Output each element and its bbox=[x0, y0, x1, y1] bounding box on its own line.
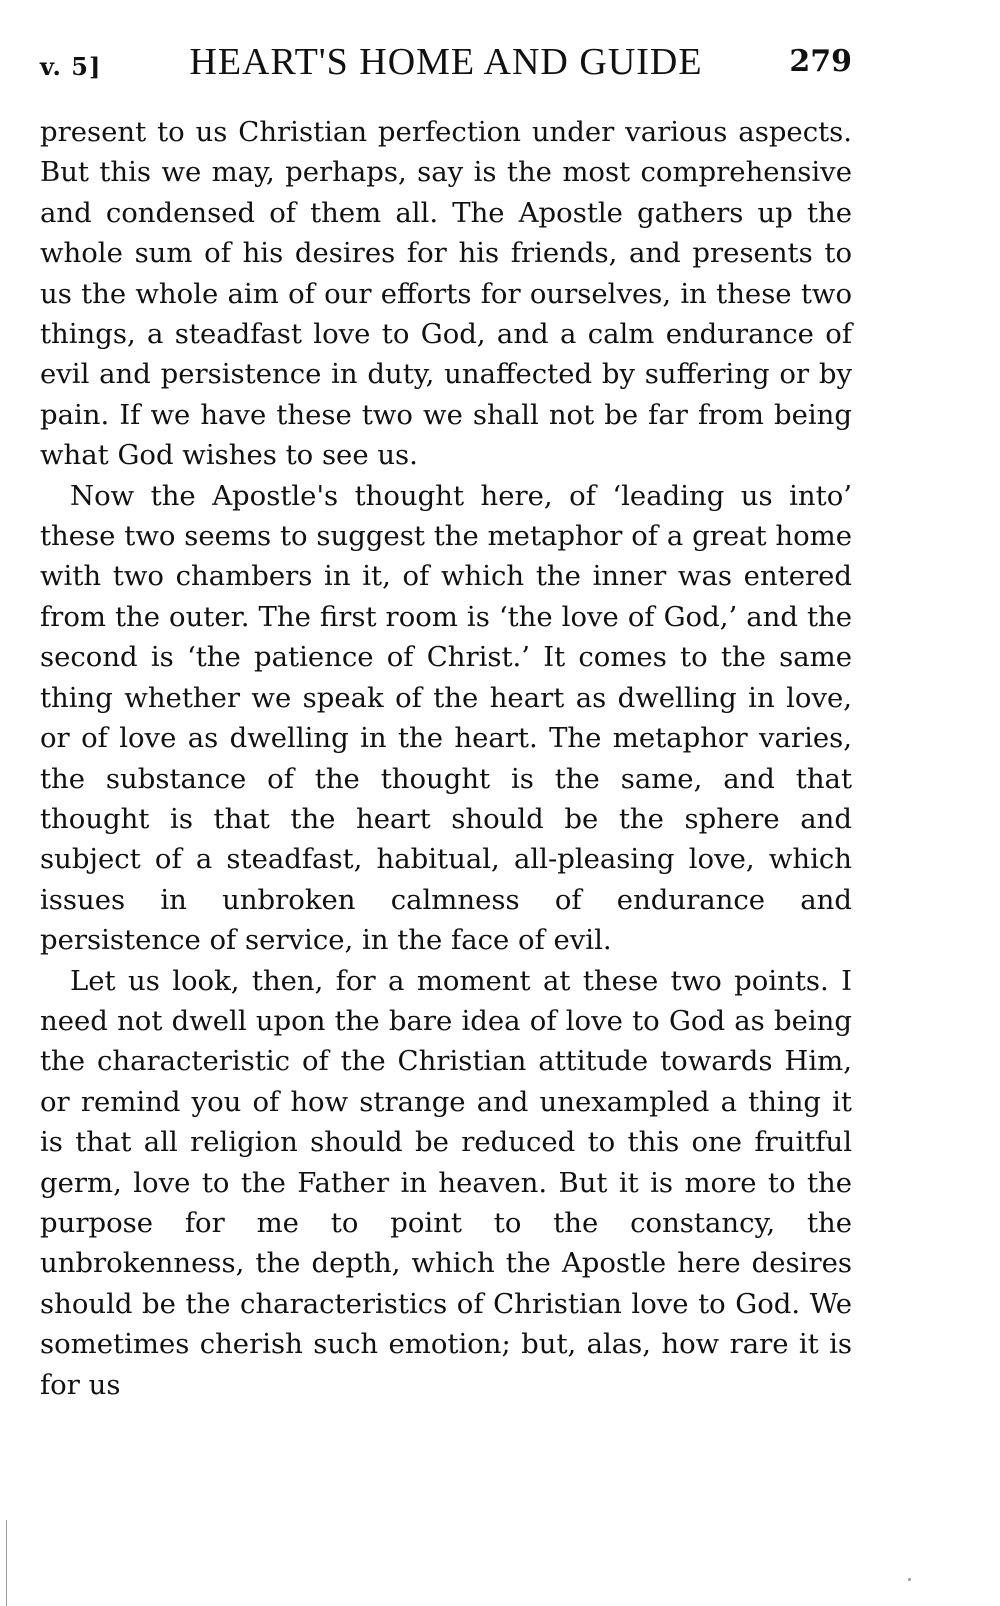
running-title: HEART'S HOME AND GUIDE bbox=[189, 41, 703, 83]
page-number: 279 bbox=[789, 44, 852, 79]
verse-reference: v. 5] bbox=[40, 52, 102, 81]
scan-speck bbox=[908, 1578, 911, 1581]
body-text bbox=[40, 112, 852, 1405]
paragraph-3: Let us look, then, for a moment at these two points. I need not dwell upon the bare idea of love to God as being the characteristic of the Christian attitude towards Him, or remind you of how strange and unexampled a thing it is that all religion should be reduced to this one fruitful germ, love to the Father in heaven. But it is more to the purpose for me to point to the constancy, the unbrokenness, the depth, which the Apostle here desires should be the characteristics of Christian love to God. We sometimes cherish such emotion; but, alas, how rare it is for us bbox=[40, 964, 852, 1401]
running-header bbox=[40, 40, 852, 88]
paragraph-1: present to us Christian perfection under various aspects. But this we may, perhaps, say is the most comprehensive and condensed of them all. The Apostle gathers up the whole sum of his desires for his friends, and presents to us the whole aim of our efforts for ourselves, in these two things, a steadfast love to God, and a calm endurance of evil and persistence in duty, unaffected by suffering or by pain. If we have these two we shall not be far from being what God wishes to see us. bbox=[40, 116, 852, 472]
paragraph-2: Now the Apostle's thought here, of ‘leading us into’ these two seems to suggest the metaphor of a great home with two chambers in it, of which the inner was entered from the outer. The first room is ‘the love of God,’ and the second is ‘the patience of Christ.’ It comes to the same thing whether we speak of the heart as dwelling in love, or of love as dwelling in the heart. The metaphor varies, the substance of the thought is the same, and that thought is that the heart should be the sphere and subject of a steadfast, habitual, all-pleasing love, which issues in unbroken calmness of endurance and persistence of service, in the face of evil. bbox=[40, 479, 852, 957]
scan-edge-mark bbox=[6, 1520, 7, 1606]
